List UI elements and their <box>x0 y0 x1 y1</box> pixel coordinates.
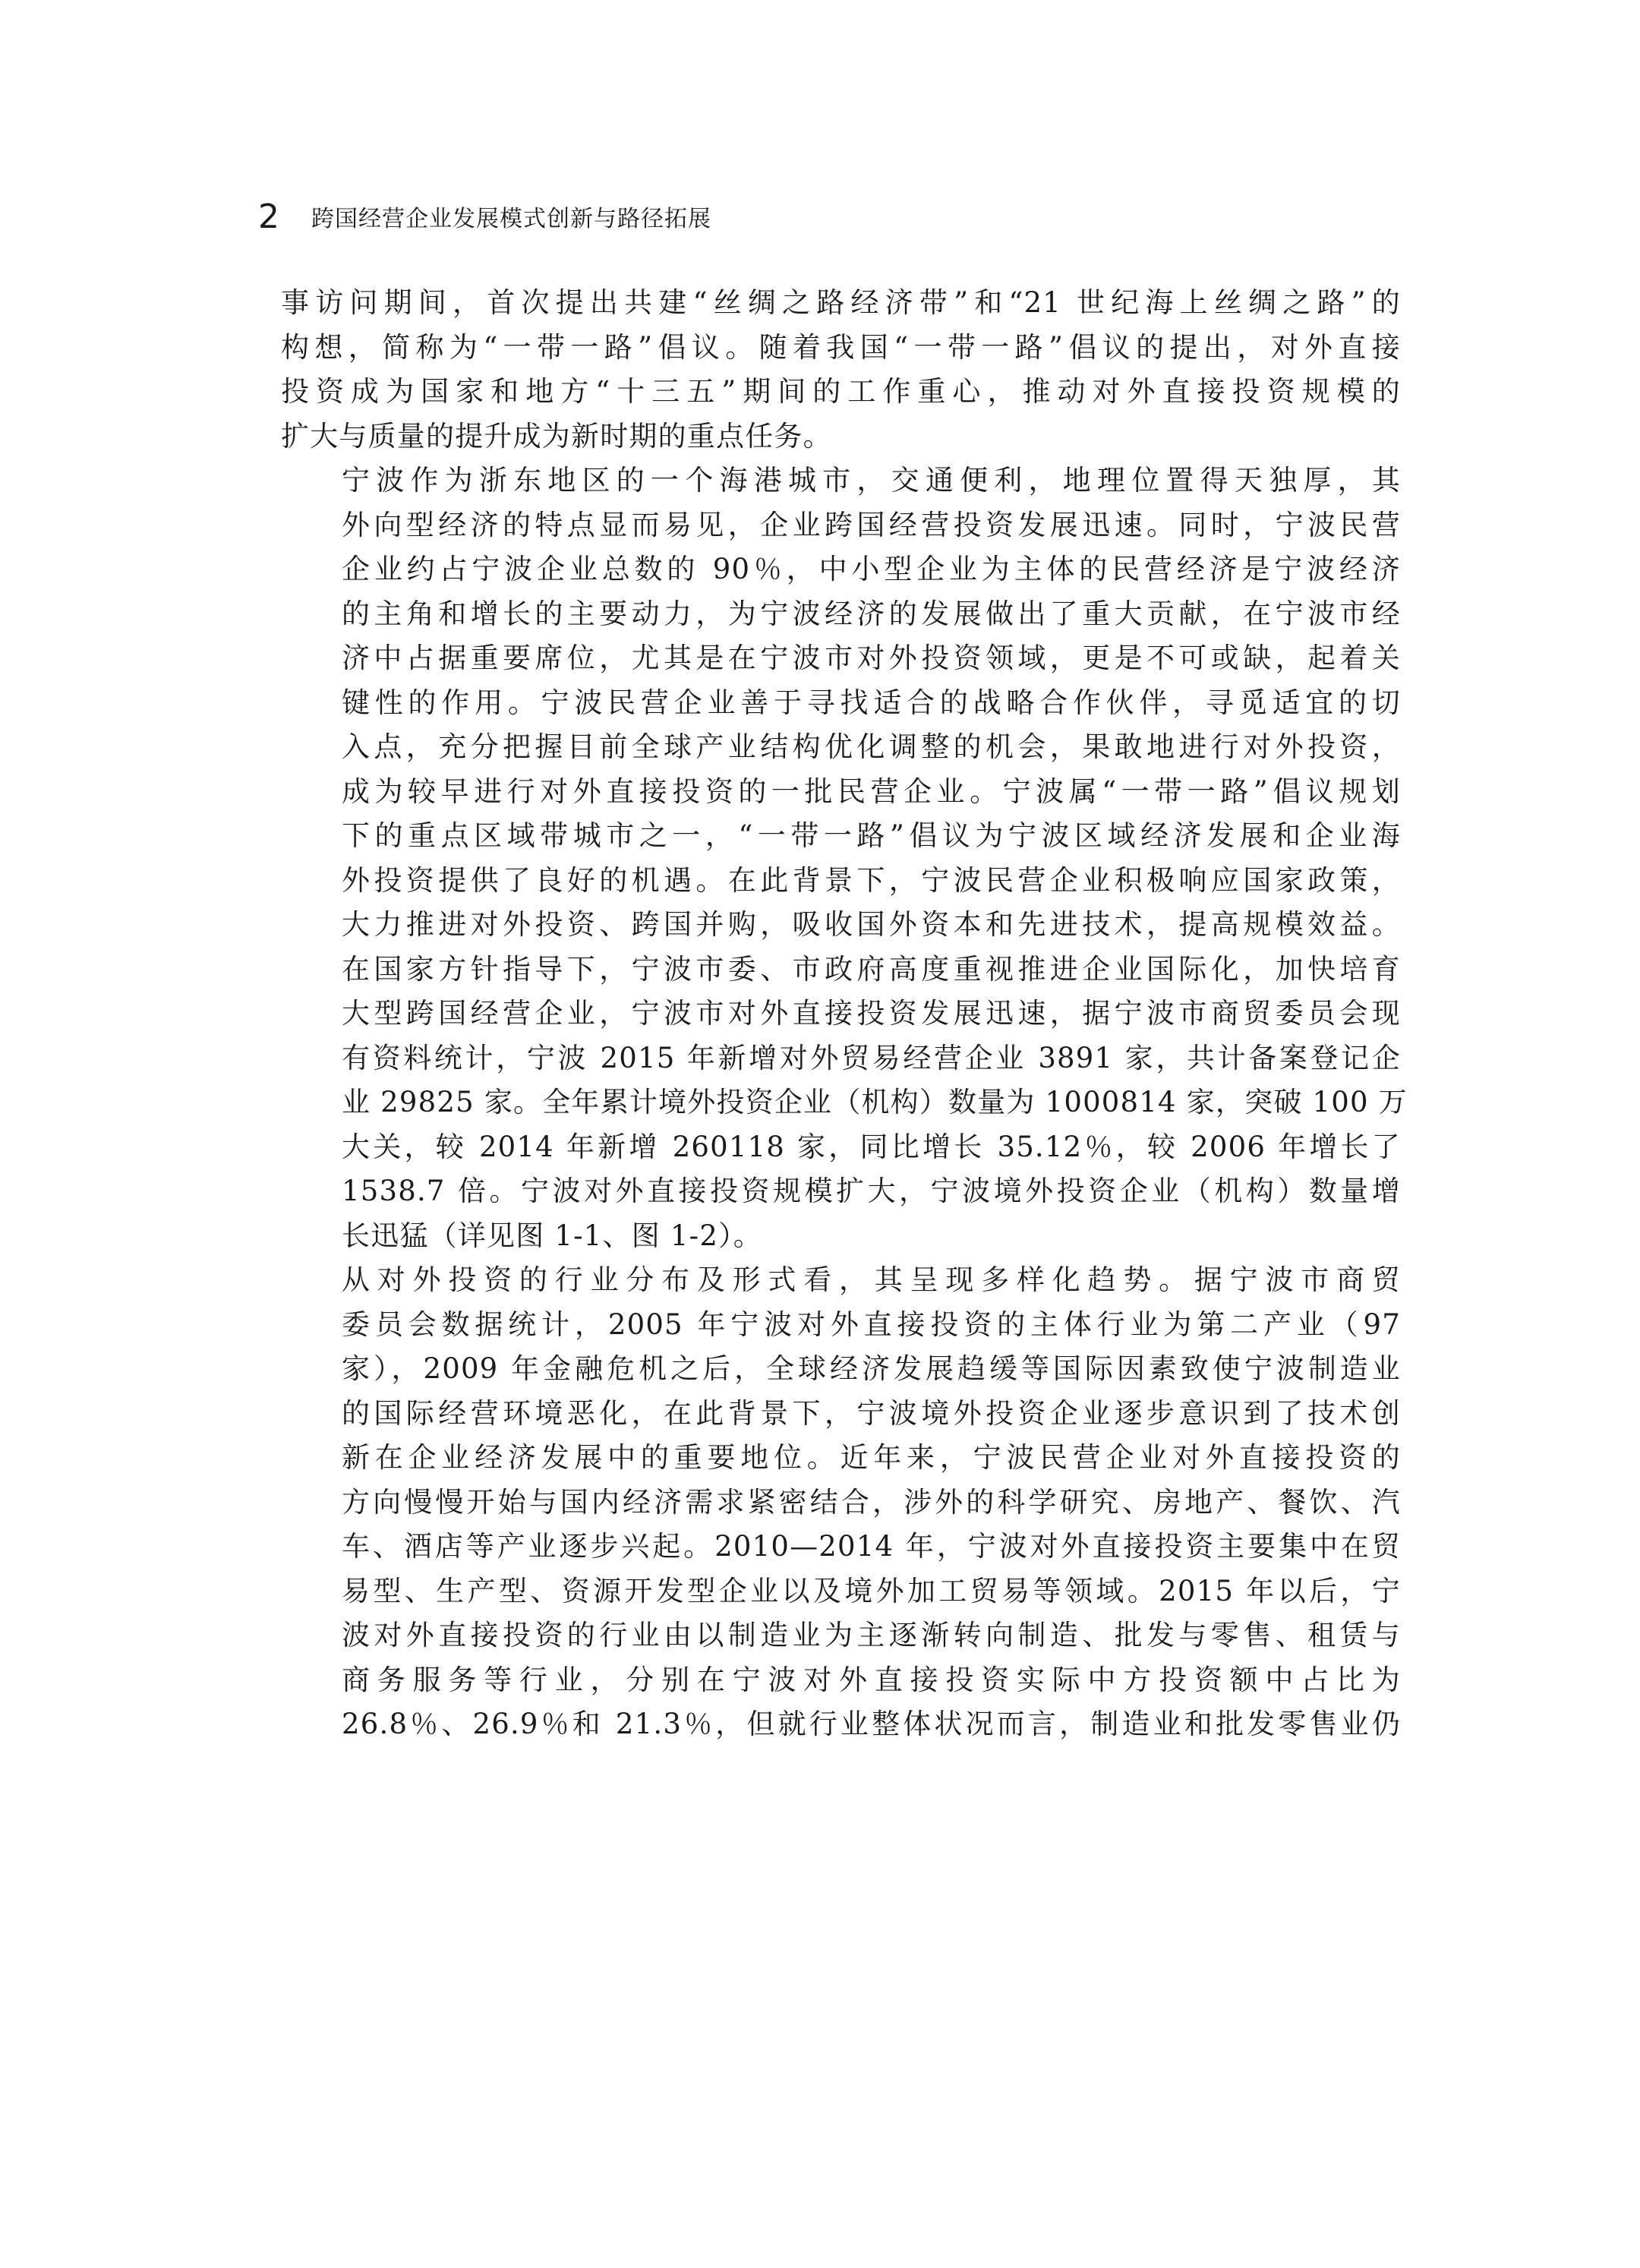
text-line: 下的重点区域带城市之一，“一带一路”倡议为宁波区域经济发展和企业海 <box>342 819 1401 852</box>
text-line: 新在企业经济发展中的重要地位。近年来，宁波民营企业对外直接投资的 <box>342 1441 1401 1474</box>
text-line: 商务服务等行业，分别在宁波对外直接投资实际中方投资额中占比为 <box>342 1663 1401 1696</box>
text-line: 键性的作用。宁波民营企业善于寻找适合的战略合作伙伴，寻觅适宜的切 <box>342 686 1401 719</box>
text-line: 在国家方针指导下，宁波市委、市政府高度重视推进企业国际化，加快培育 <box>342 952 1401 986</box>
page-header <box>258 190 711 243</box>
text-line: 长迅猛（详见图 1-1、图 1-2）。 <box>342 1219 762 1252</box>
text-line: 外投资提供了良好的机遇。在此背景下，宁波民营企业积极响应国家政策， <box>342 863 1401 897</box>
text-line: 易型、生产型、资源开发型企业以及境外加工贸易等领域。2015 年以后，宁 <box>342 1574 1401 1607</box>
page-number: 2 <box>258 197 279 236</box>
text-line: 26.8％、26.9％和 21.3％，但就行业整体状况而言，制造业和批发零售业仍 <box>342 1708 1401 1740</box>
text-line: 家），2009 年金融危机之后，全球经济发展趋缓等国际因素致使宁波制造业 <box>342 1352 1401 1385</box>
text-line: 事访问期间，首次提出共建“丝绸之路经济带”和“21 世纪海上丝绸之路”的 <box>281 286 1401 319</box>
text-line: 1538.7 倍。宁波对外直接投资规模扩大，宁波境外投资企业（机构）数量增 <box>342 1175 1401 1207</box>
text-line: 大力推进对外投资、跨国并购，吸收国外资本和先进技术，提高规模效益。 <box>342 908 1401 941</box>
text-line: 车、酒店等产业逐步兴起。2010—2014 年，宁波对外直接投资主要集中在贸 <box>342 1530 1401 1563</box>
text-line: 大型跨国经营企业，宁波市对外直接投资发展迅速，据宁波市商贸委员会现 <box>342 997 1401 1030</box>
text-line: 的主角和增长的主要动力，为宁波经济的发展做出了重大贡献，在宁波市经 <box>342 597 1401 630</box>
text-line: 的国际经营环境恶化，在此背景下，宁波境外投资企业逐步意识到了技术创 <box>342 1396 1401 1430</box>
text-line: 济中占据重要席位，尤其是在宁波市对外投资领域，更是不可或缺，起着关 <box>342 642 1401 674</box>
paragraph-2 <box>281 459 1408 1258</box>
text-line: 入点，充分把握目前全球产业结构优化调整的机会，果敢地进行对外投资， <box>342 730 1401 763</box>
body-text <box>281 281 1408 1747</box>
text-line: 委员会数据统计，2005 年宁波对外直接投资的主体行业为第二产业（97 <box>342 1307 1401 1341</box>
text-line: 宁波作为浙东地区的一个海港城市，交通便利，地理位置得天独厚，其 <box>342 464 1401 497</box>
paragraph-3 <box>281 1258 1401 1747</box>
text-line: 从对外投资的行业分布及形式看，其呈现多样化趋势。据宁波市商贸 <box>342 1263 1401 1296</box>
text-line: 构想，简称为“一带一路”倡议。随着我国“一带一路”倡议的提出，对外直接 <box>281 330 1401 364</box>
running-title: 跨国经营企业发展模式创新与路径拓展 <box>311 206 711 232</box>
text-line: 扩大与质量的提升成为新时期的重点任务。 <box>281 419 832 453</box>
text-line: 有资料统计，宁波 2015 年新增对外贸易经营企业 3891 家，共计备案登记企 <box>342 1041 1401 1074</box>
text-line: 企业约占宁波企业总数的 90％，中小型企业为主体的民营经济是宁波经济 <box>342 553 1401 585</box>
paragraph-1 <box>281 281 1401 459</box>
text-line: 业 29825 家。全年累计境外投资企业（机构）数量为 1000814 家，突破 100 万 <box>342 1086 1408 1118</box>
text-line: 成为较早进行对外直接投资的一批民营企业。宁波属“一带一路”倡议规划 <box>342 774 1401 808</box>
text-line: 波对外直接投资的行业由以制造业为主逐渐转向制造、批发与零售、租赁与 <box>342 1619 1401 1651</box>
text-line: 大关，较 2014 年新增 260118 家，同比增长 35.12％，较 2006 年增长了 <box>342 1130 1401 1163</box>
text-line: 方向慢慢开始与国内经济需求紧密结合，涉外的科学研究、房地产、餐饮、汽 <box>342 1485 1401 1519</box>
text-line: 外向型经济的特点显而易见，企业跨国经营投资发展迅速。同时，宁波民营 <box>342 508 1401 541</box>
text-line: 投资成为国家和地方“十三五”期间的工作重心，推动对外直接投资规模的 <box>281 375 1401 408</box>
